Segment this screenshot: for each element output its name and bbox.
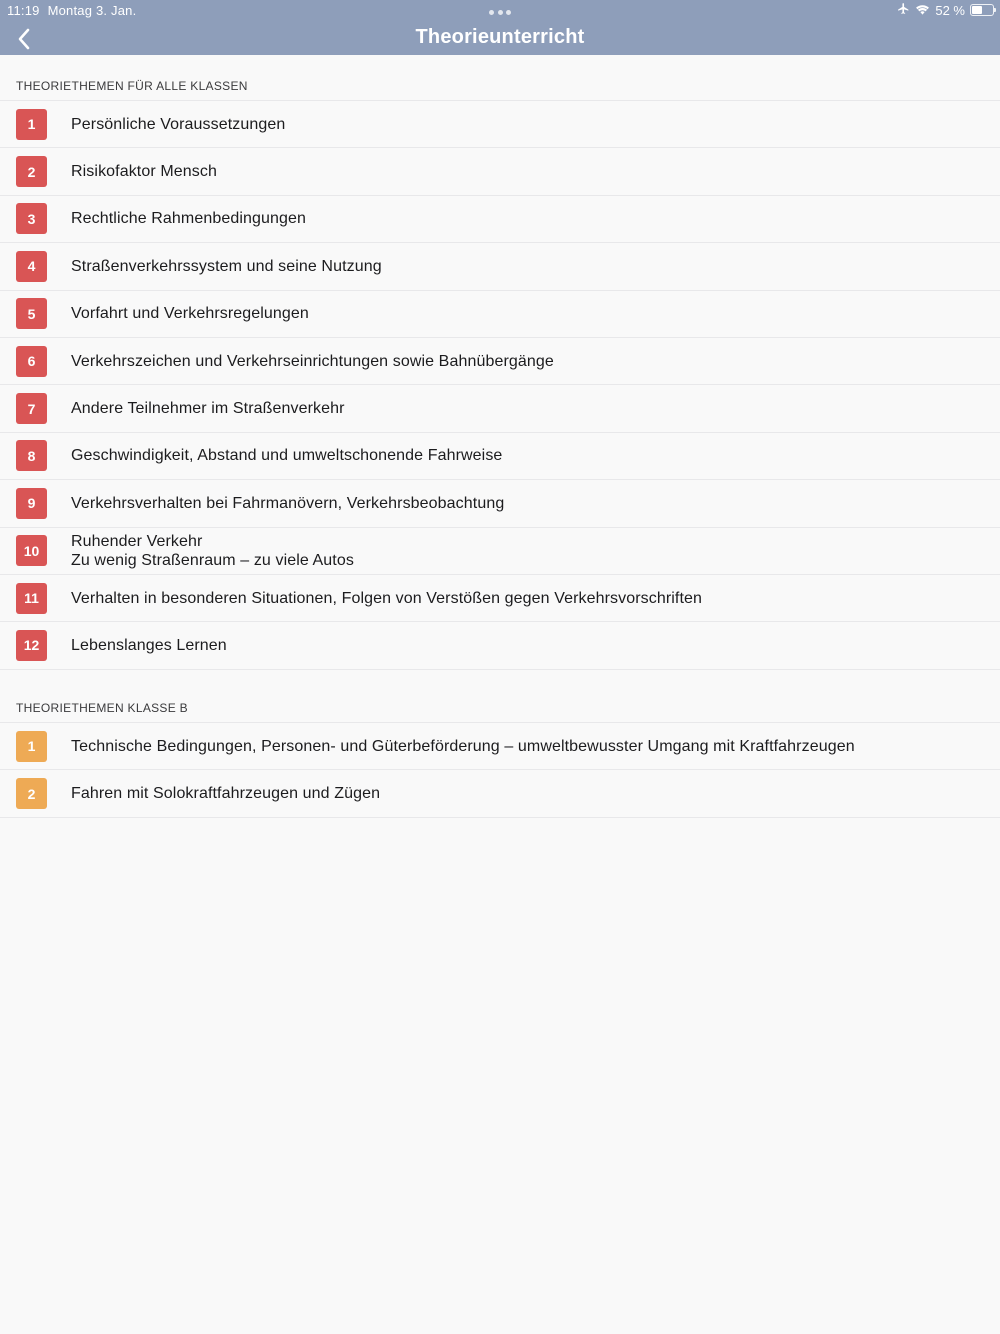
topic-text [71,636,984,655]
topic-list-class-b [0,722,1000,818]
topic-row[interactable] [0,433,1000,480]
topic-row[interactable] [0,480,1000,527]
topic-number-badge: 11 [16,583,47,614]
airplane-icon [897,2,910,18]
topic-text [71,446,984,465]
topic-row[interactable] [0,148,1000,195]
topic-number-badge: 1 [16,731,47,762]
topic-number-badge: 4 [16,251,47,282]
topic-row[interactable] [0,338,1000,385]
topic-number-badge: 9 [16,488,47,519]
topic-number-badge: 6 [16,346,47,377]
status-date: Montag 3. Jan. [47,3,137,18]
topic-row[interactable] [0,528,1000,575]
topic-title: Geschwindigkeit, Abstand und umweltschonende Fahrweise [71,447,503,465]
topic-text [71,162,984,181]
topic-title: Vorfahrt und Verkehrsregelungen [71,305,309,323]
topic-title: Lebenslanges Lernen [71,636,227,654]
battery-icon [970,4,994,16]
topic-title: Verhalten in besonderen Situationen, Folgen von Verstößen gegen Verkehrsvorschriften [71,589,703,607]
topic-text [71,737,984,756]
topic-text [71,784,984,803]
topic-text [71,257,984,276]
topic-title: Rechtliche Rahmenbedingungen [71,210,306,228]
topic-text [71,589,984,608]
topic-text [71,494,984,513]
topic-text [71,532,984,570]
topic-number-badge: 2 [16,156,47,187]
topic-title: Verkehrsverhalten bei Fahrmanövern, Verkehrsbeobachtung [71,494,505,512]
wifi-icon [915,3,930,18]
topic-title: Ruhender Verkehr [71,532,203,550]
clock: 11:19 [7,3,40,18]
topic-title: Fahren mit Solokraftfahrzeugen und Zügen [71,785,381,803]
topic-row[interactable] [0,770,1000,817]
status-indicators [897,2,994,18]
topic-number-badge: 5 [16,298,47,329]
topic-title: Persönliche Voraussetzungen [71,115,286,133]
topic-row[interactable] [0,196,1000,243]
topic-text [71,115,984,134]
topic-number-badge: 3 [16,203,47,234]
topic-number-badge: 8 [16,440,47,471]
topic-subtitle: Zu wenig Straßenraum – zu viele Autos [71,551,354,569]
topic-number-badge: 7 [16,393,47,424]
topic-row[interactable] [0,622,1000,669]
topic-row[interactable] [0,723,1000,770]
topic-title: Straßenverkehrssystem und seine Nutzung [71,257,382,275]
topic-text [71,399,984,418]
topic-text [71,209,984,228]
section-header-all-classes: THEORIETHEMEN FÜR ALLE KLASSEN [16,79,248,93]
topic-text [71,352,984,371]
battery-percentage: 52 % [935,2,965,18]
topic-number-badge: 12 [16,630,47,661]
topic-title: Andere Teilnehmer im Straßenverkehr [71,400,345,418]
page-title: Theorieunterricht [415,26,585,48]
multitasking-dots-icon[interactable] [489,10,511,15]
topic-title: Verkehrszeichen und Verkehrseinrichtungen sowie Bahnübergänge [71,352,554,370]
topic-row[interactable] [0,243,1000,290]
topic-row[interactable] [0,385,1000,432]
topic-text [71,304,984,323]
topic-title: Risikofaktor Mensch [71,163,217,181]
section-header-class-b: THEORIETHEMEN KLASSE B [16,701,188,715]
topic-title: Technische Bedingungen, Personen- und Güterbeförderung – umweltbewusster Umgang mit Kraftfahrzeugen [71,737,855,755]
topic-list-all-classes [0,100,1000,670]
topic-number-badge: 10 [16,535,47,566]
status-time [7,3,136,18]
navigation-header [0,0,1000,55]
topic-row[interactable] [0,575,1000,622]
topic-number-badge: 1 [16,109,47,140]
topic-number-badge: 2 [16,778,47,809]
topic-row[interactable] [0,101,1000,148]
topic-row[interactable] [0,291,1000,338]
